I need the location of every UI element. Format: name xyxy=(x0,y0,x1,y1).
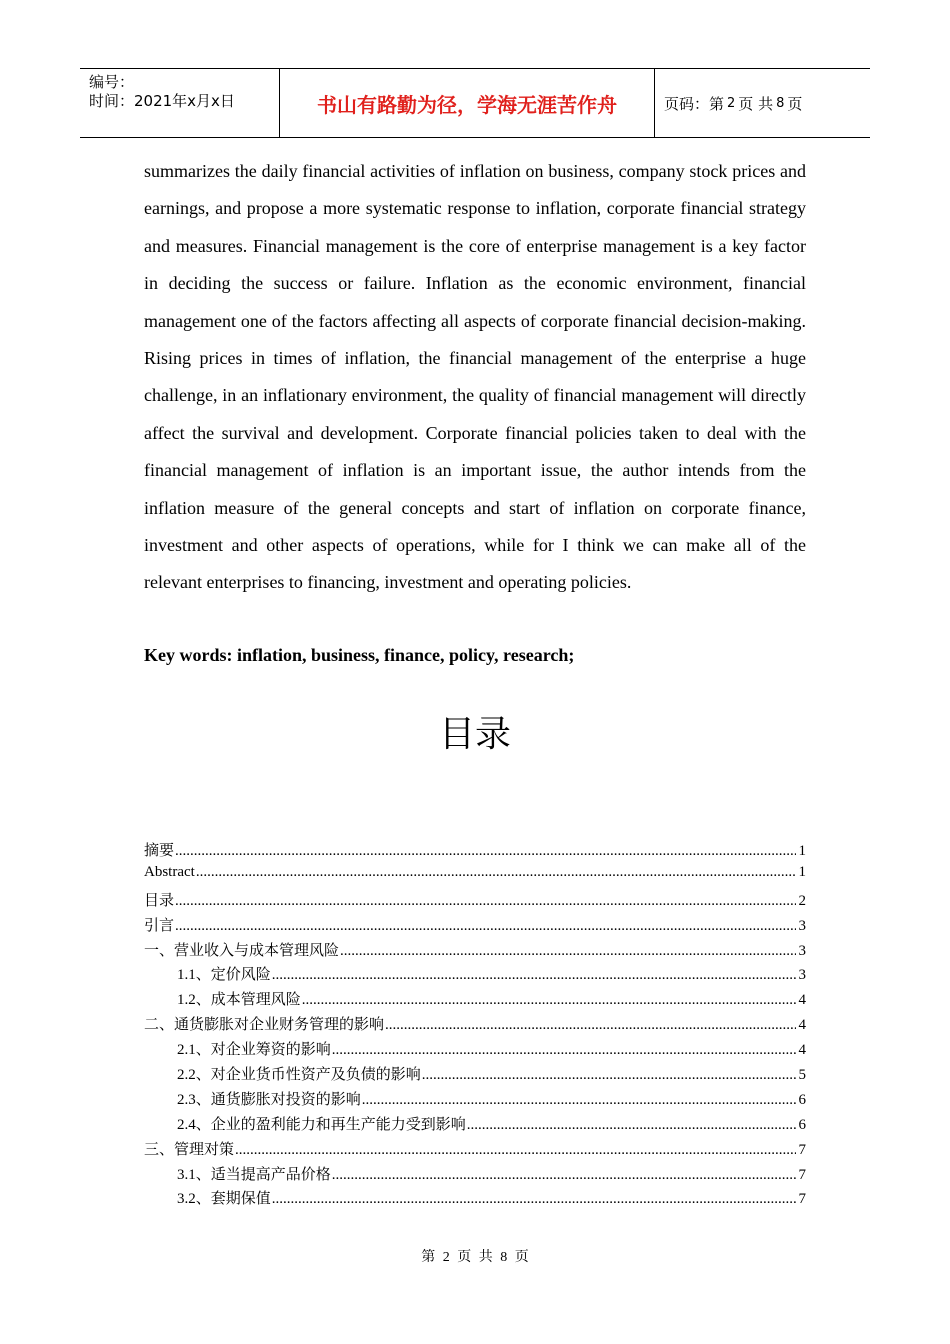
toc-subentry[interactable] xyxy=(144,988,806,1013)
toc-leader-dots xyxy=(272,1191,796,1208)
toc-entry-label: 2.4、企业的盈利能力和再生产能力受到影响 xyxy=(177,1116,466,1133)
toc-subentry[interactable] xyxy=(144,963,806,988)
toc-entry-page: 1 xyxy=(798,843,806,859)
toc-entry-page: 2 xyxy=(798,892,806,909)
toc-leader-dots xyxy=(385,1017,796,1034)
toc-entry-page: 3 xyxy=(798,967,806,984)
toc-entry-page: 4 xyxy=(798,1017,806,1034)
page-header xyxy=(80,68,870,138)
toc-subentry[interactable] xyxy=(144,1038,806,1063)
toc-leader-dots xyxy=(467,1117,796,1134)
toc-entry[interactable] xyxy=(144,889,806,914)
toc-subentry[interactable] xyxy=(144,1187,806,1212)
page-label-prefix: 页码：第 xyxy=(664,94,725,113)
toc-entry-page: 3 xyxy=(798,942,806,959)
page-label-mid: 页 共 xyxy=(738,94,774,113)
document-number-label: 编号： xyxy=(89,73,135,91)
toc-entry-label: 三、管理对策 xyxy=(144,1141,235,1158)
toc-entry-page: 3 xyxy=(798,917,806,934)
toc-entry-label: 2.3、通货膨胀对投资的影响 xyxy=(177,1091,361,1108)
toc-leader-dots xyxy=(196,864,796,881)
toc-leader-dots xyxy=(332,1042,796,1059)
toc-entry-label: 摘要 xyxy=(144,843,175,859)
toc-subentry[interactable] xyxy=(144,1163,806,1188)
toc-leader-dots xyxy=(235,1142,796,1159)
toc-entry-label: 引言 xyxy=(144,917,175,934)
toc-entry-label: 2.1、对企业筹资的影响 xyxy=(177,1042,331,1059)
toc-leader-dots xyxy=(302,992,796,1009)
toc-title: 目录 xyxy=(438,714,511,755)
toc-entry-page: 7 xyxy=(798,1191,806,1208)
header-meta xyxy=(80,69,280,137)
toc-entry-label: 1.2、成本管理风险 xyxy=(177,992,301,1009)
toc-entry-label: 一、营业收入与成本管理风险 xyxy=(144,942,340,959)
toc-entry-page: 4 xyxy=(798,992,806,1009)
toc-entry-page: 1 xyxy=(798,863,806,880)
abstract-paragraph: summarizes the daily financial activities of inflation on business, company stock prices and earnings, and propose a more systematic response to inflation, corporate financial strategy and measures. Financial management is the core of enterprise management is a key factor in deciding the success or failure. Inflation as the economic environment, financial management one of the factors affecting all aspects of corporate financial decision-making. Rising prices in times of inflation, the financial management of the enterprise a huge challenge, in an inflationary environment, the quality of financial management will directly affect the survival and development. Corporate financial policies taken to deal with the financial management of inflation is an important issue, the author intends from the inflation measure of the general concepts and start of inflation on corporate finance, investment and other aspects of operations, while for I think we can make all of the relevant enterprises to financing, investment and operating policies. xyxy=(144,161,806,593)
toc-leader-dots xyxy=(175,843,796,860)
document-time-label: 时间：2021年x月x日 xyxy=(89,92,235,110)
page-current: 2 xyxy=(727,95,736,111)
toc-leader-dots xyxy=(272,967,796,984)
toc-entry[interactable] xyxy=(144,1138,806,1163)
table-of-contents xyxy=(144,839,806,1212)
toc-entry-label: 2.2、对企业货币性资产及负债的影响 xyxy=(177,1067,421,1084)
toc-entry-page: 6 xyxy=(798,1116,806,1133)
toc-entry[interactable] xyxy=(144,839,806,864)
toc-entry[interactable] xyxy=(144,939,806,964)
toc-entry-page: 6 xyxy=(798,1091,806,1108)
toc-leader-dots xyxy=(175,918,796,935)
toc-entry-label: 1.1、定价风险 xyxy=(177,967,271,984)
toc-subentry[interactable] xyxy=(144,1063,806,1088)
header-motto: 书山有路勤为径，学海无涯苦作舟 xyxy=(280,69,655,137)
toc-entry[interactable] xyxy=(144,864,806,889)
page-footer: 第 2 页 共 8 页 xyxy=(421,1250,529,1265)
toc-leader-dots xyxy=(175,893,796,910)
keywords-line: Key words: inflation, business, finance, policy, research; xyxy=(144,645,575,665)
toc-leader-dots xyxy=(362,1092,796,1109)
page-label-suffix: 页 xyxy=(787,94,803,113)
toc-subentry[interactable] xyxy=(144,1088,806,1113)
toc-entry-page: 4 xyxy=(798,1042,806,1059)
toc-entry[interactable] xyxy=(144,914,806,939)
toc-entry-label: 二、通货膨胀对企业财务管理的影响 xyxy=(144,1017,385,1034)
toc-entry-label: Abstract xyxy=(144,863,195,880)
toc-entry-page: 5 xyxy=(798,1067,806,1084)
toc-leader-dots xyxy=(422,1067,796,1084)
toc-entry-label: 目录 xyxy=(144,892,175,909)
header-page-info xyxy=(655,69,870,137)
toc-leader-dots xyxy=(340,943,796,960)
toc-subentry[interactable] xyxy=(144,1113,806,1138)
toc-leader-dots xyxy=(332,1167,796,1184)
toc-entry-page: 7 xyxy=(798,1141,806,1158)
toc-entry-label: 3.2、套期保值 xyxy=(177,1191,271,1208)
toc-entry-page: 7 xyxy=(798,1166,806,1183)
page-total: 8 xyxy=(776,95,785,111)
toc-entry[interactable] xyxy=(144,1013,806,1038)
toc-entry-label: 3.1、适当提高产品价格 xyxy=(177,1166,331,1183)
